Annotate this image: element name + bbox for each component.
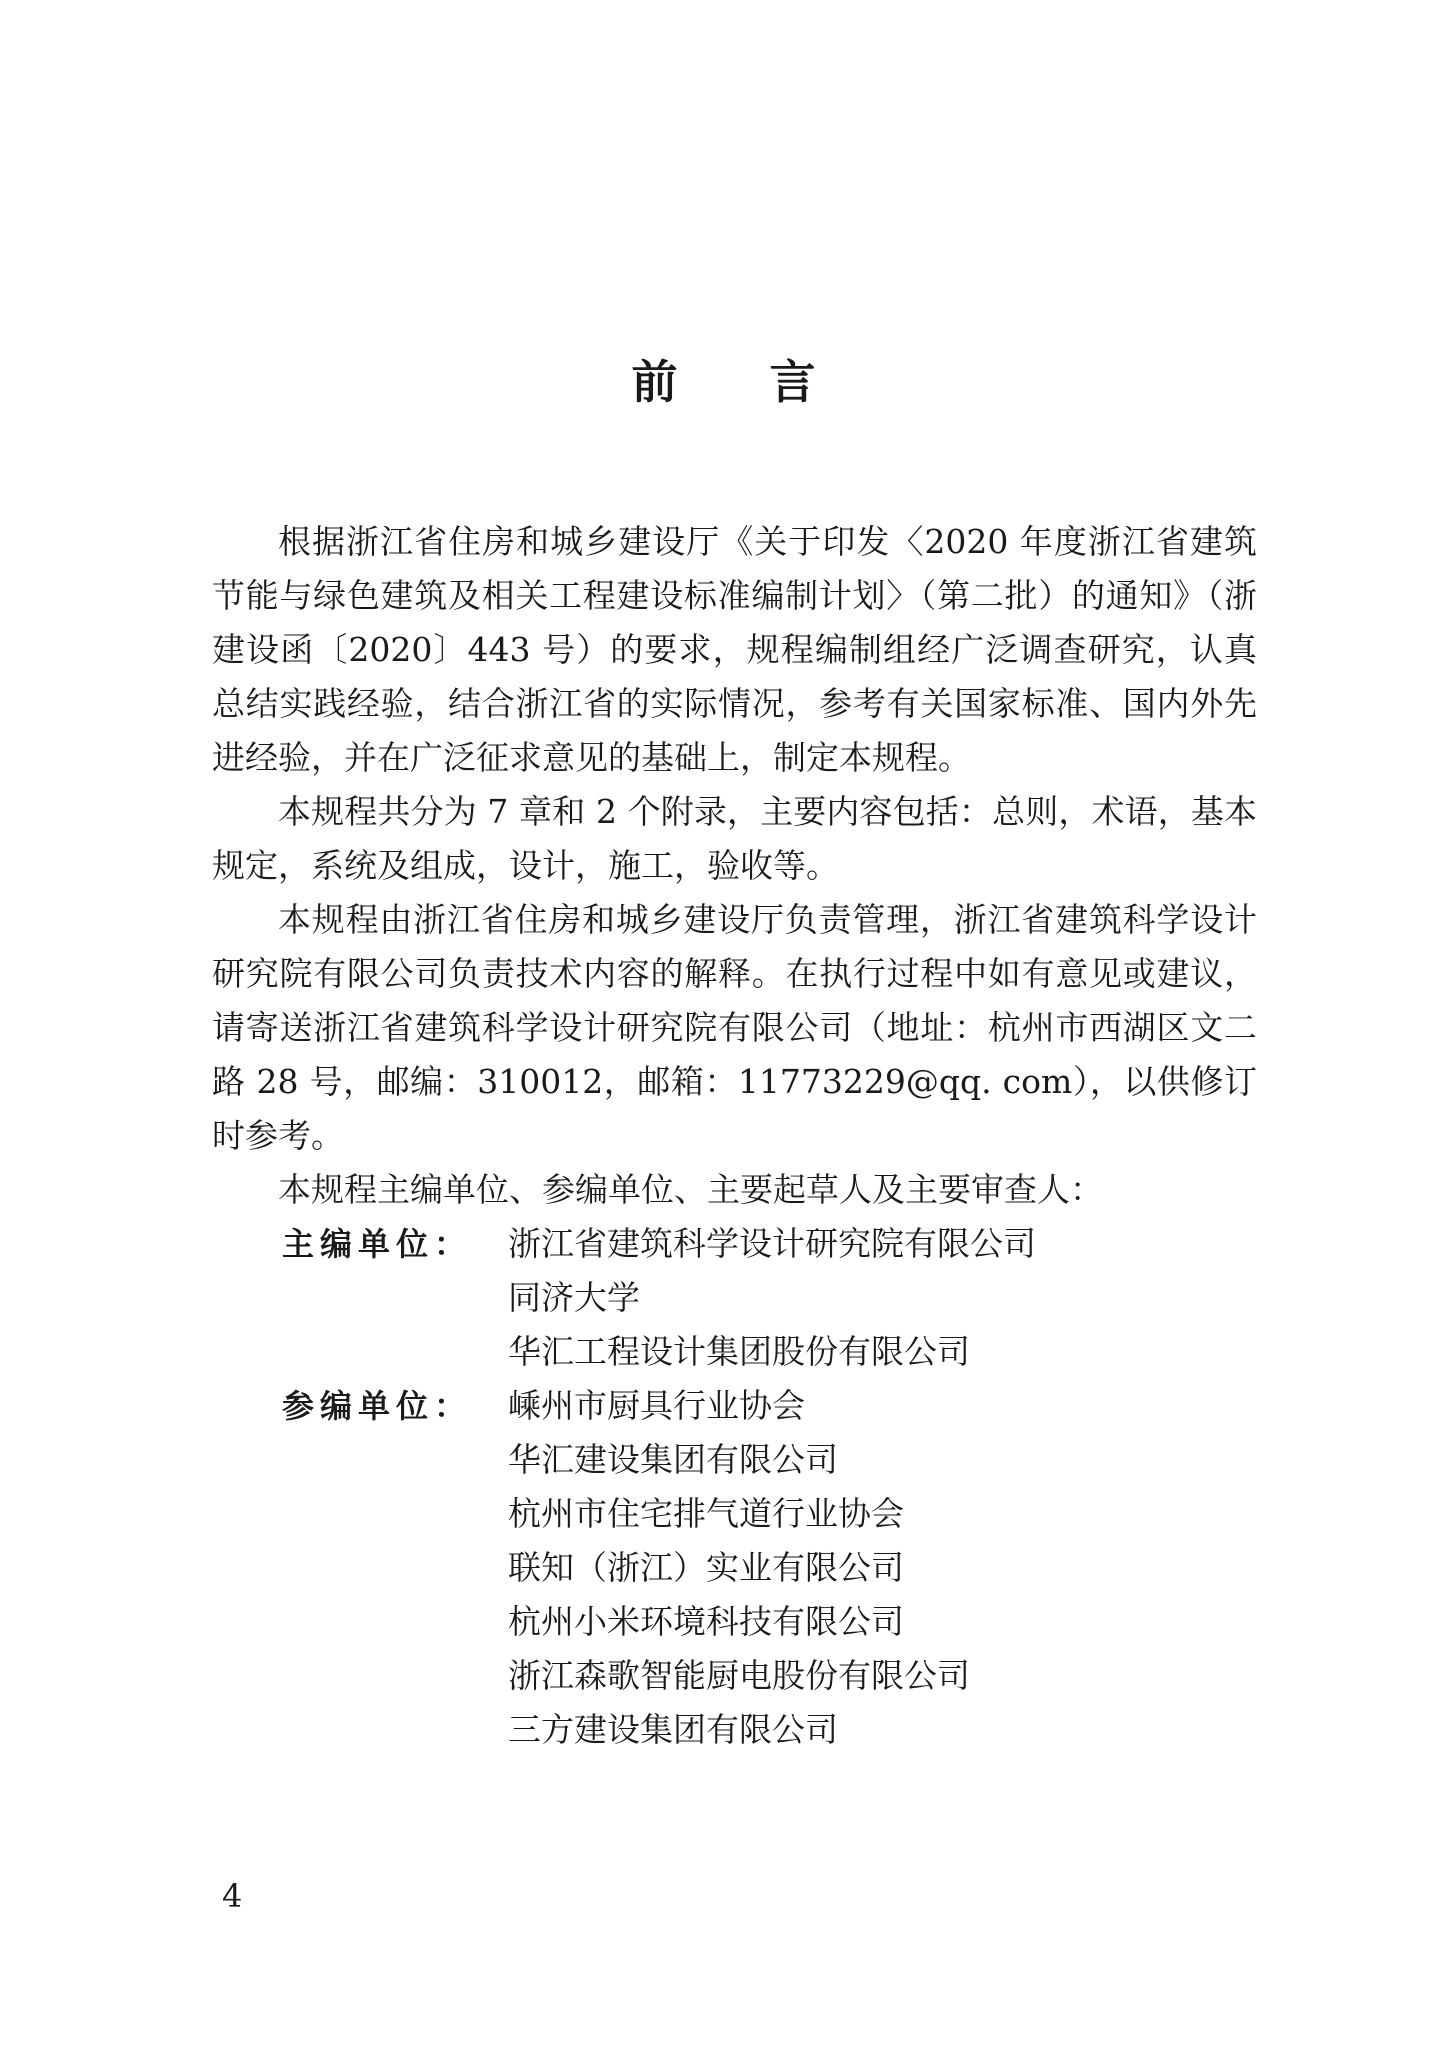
participating-unit-item: 三方建设集团有限公司 bbox=[508, 1710, 838, 1749]
chief-units-block bbox=[212, 1217, 1257, 1379]
participating-unit-item: 杭州小米环境科技有限公司 bbox=[508, 1602, 904, 1641]
paragraph-basis: 根据浙江省住房和城乡建设厅《关于印发〈2020 年度浙江省建筑节能与绿色建筑及相关工程建设标准编制计划〉（第二批）的通知》（浙建设函〔2020〕443 号）的要求，规程编制组经广泛调查研究，认真总结实践经验，结合浙江省的实际情况，参考有关国家标准、国内外先进经验，并在广泛征求意见的基础上，制定本规程。 bbox=[212, 522, 1257, 777]
page-number: 4 bbox=[222, 1877, 243, 1915]
participating-unit-item: 杭州市住宅排气道行业协会 bbox=[508, 1494, 904, 1533]
title-char-left: 前 bbox=[631, 355, 678, 409]
paragraph-contents: 本规程共分为 7 章和 2 个附录，主要内容包括：总则，术语，基本规定，系统及组成，设计，施工，验收等。 bbox=[212, 792, 1257, 885]
preface-body bbox=[212, 515, 1257, 1757]
paragraph-units-intro: 本规程主编单位、参编单位、主要起草人及主要审查人： bbox=[278, 1170, 1103, 1209]
participating-units-block bbox=[212, 1379, 1257, 1757]
chief-unit-item: 同济大学 bbox=[508, 1278, 640, 1317]
participating-units-label: 参编单位： bbox=[282, 1387, 473, 1425]
page-title bbox=[0, 352, 1447, 412]
participating-unit-item: 华汇建设集团有限公司 bbox=[508, 1440, 838, 1479]
participating-unit-item: 联知（浙江）实业有限公司 bbox=[508, 1548, 904, 1587]
participating-units-list bbox=[508, 1379, 970, 1757]
chief-units-label: 主编单位： bbox=[282, 1225, 473, 1263]
paragraph-management: 本规程由浙江省住房和城乡建设厅负责管理，浙江省建筑科学设计研究院有限公司负责技术内容的解释。在执行过程中如有意见或建议，请寄送浙江省建筑科学设计研究院有限公司（地址：杭州市西湖区文二路 28 号，邮编：310012，邮箱：11773229@qq. com），以供修订时参考。 bbox=[212, 900, 1257, 1155]
chief-unit-item: 浙江省建筑科学设计研究院有限公司 bbox=[508, 1224, 1036, 1263]
title-char-right: 言 bbox=[769, 355, 816, 409]
participating-unit-item: 浙江森歌智能厨电股份有限公司 bbox=[508, 1656, 970, 1695]
chief-units-list bbox=[508, 1217, 1036, 1379]
participating-unit-item: 嵊州市厨具行业协会 bbox=[508, 1386, 805, 1425]
chief-unit-item: 华汇工程设计集团股份有限公司 bbox=[508, 1332, 970, 1371]
